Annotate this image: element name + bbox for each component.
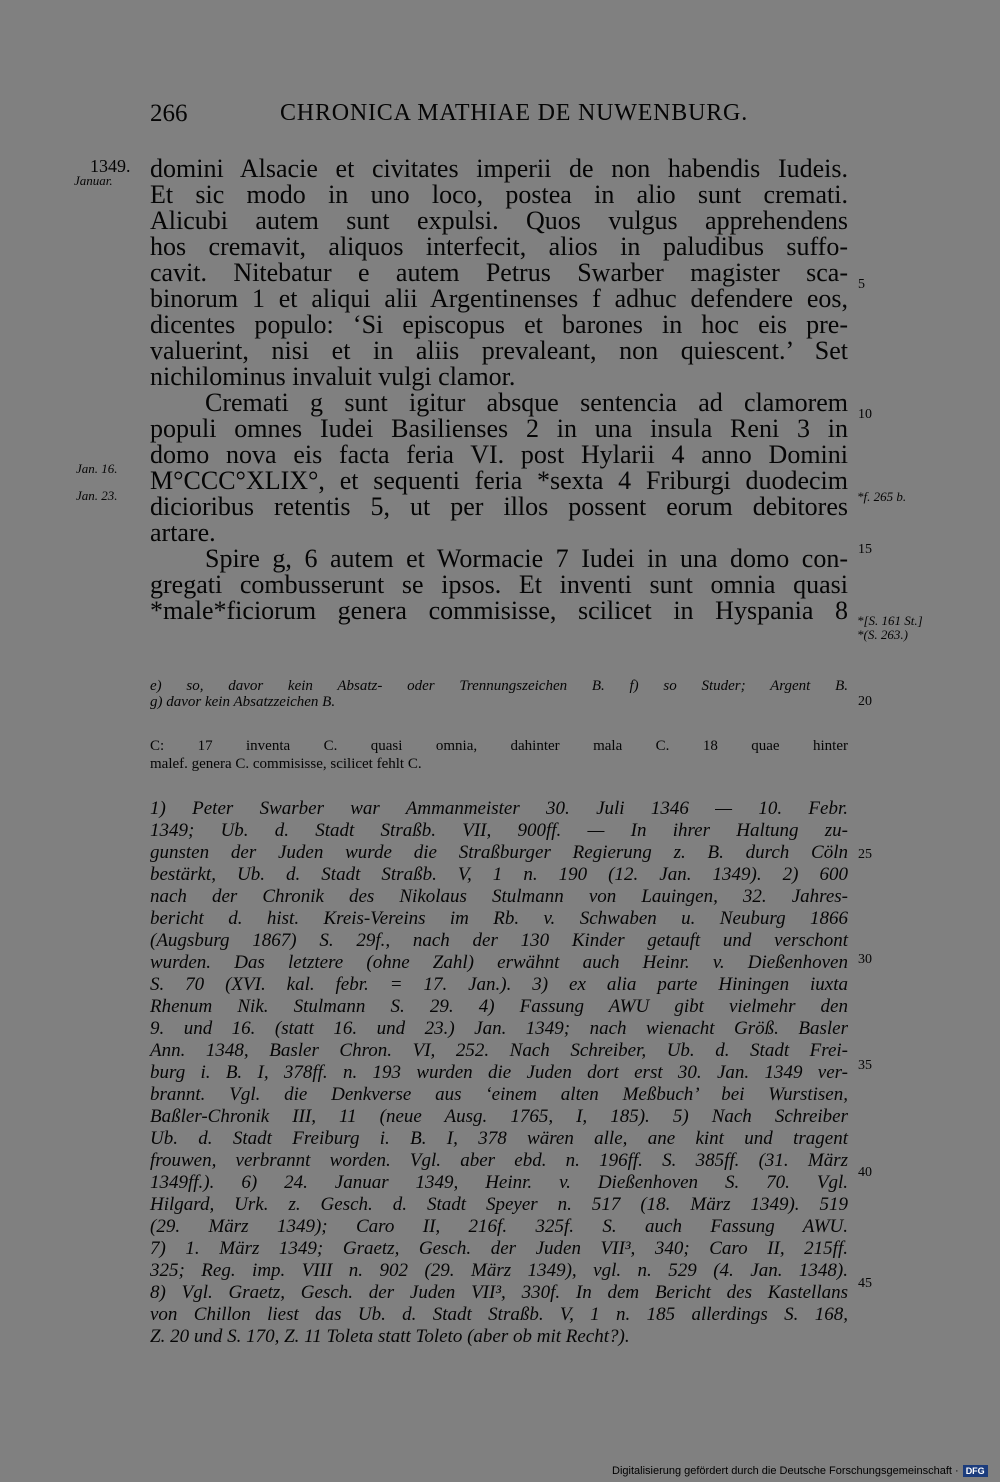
page-number: 266: [150, 100, 188, 127]
footer-text: Digitalisierung gefördert durch die Deutsche Forschungsgemeinschaft ·: [612, 1465, 959, 1477]
running-title: CHRONICA MATHIAE DE NUWENBURG.: [280, 100, 748, 126]
text-line: *male*ficiorum genera commisisse, scilicet in Hyspania 8: [150, 596, 848, 625]
margin-year: 1349.: [90, 156, 131, 176]
digitization-footer: [612, 1465, 988, 1477]
margin-date-jan16: Jan. 16.: [76, 461, 118, 476]
footnote-line: 325; Reg. imp. VIII n. 902 (29. März 1349), vgl. n. 529 (4. Jan. 1348).: [150, 1260, 848, 1281]
ms-note: C: 17 inventa C. quasi omnia, dahinter mala C. 18 quae hinter: [150, 738, 848, 754]
line-number: 35: [858, 1058, 872, 1073]
line-number: 40: [858, 1165, 872, 1180]
footnote-line: burg i. B. I, 378ff. n. 193 wurden die Juden dort erst 30. Jan. 1349 ver-: [150, 1062, 848, 1083]
footnote-line: nach der Chronik des Nikolaus Stulmann von Lauingen, 32. Jahres-: [150, 886, 848, 907]
text-line: Cremati g sunt igitur absque sentencia ad clamorem: [205, 388, 848, 417]
footnote-line: Rhenum Nik. Stulmann S. 29. 4) Fassung AWU gibt vielmehr den: [150, 996, 848, 1017]
text-line: hos cremavit, aliquos interfecit, alios in paludibus suffo-: [150, 232, 848, 261]
footnote-line: (29. März 1349); Caro II, 216f. 325f. S. auch Fassung AWU.: [150, 1216, 848, 1237]
text-line: dicentes populo: ‘Si episcopus et barones in hoc eis pre-: [150, 310, 848, 339]
line-number: 30: [858, 952, 872, 967]
ms-note: malef. genera C. commisisse, scilicet fehlt C.: [150, 756, 422, 772]
footnote-line: 1) Peter Swarber war Ammanmeister 30. Juli 1346 — 10. Febr.: [150, 798, 848, 819]
footnote-line: bestärkt, Ub. d. Stadt Straßb. V, 1 n. 190 (12. Jan. 1349). 2) 600: [150, 864, 848, 885]
text-line: nichilominus invaluit vulgi clamor.: [150, 362, 516, 391]
line-number: 45: [858, 1276, 872, 1291]
footnote-line: 9. und 16. (statt 16. und 23.) Jan. 1349; nach wienacht Größ. Basler: [150, 1018, 848, 1039]
line-number: 25: [858, 847, 872, 862]
text-line: dicioribus retentis 5, ut per illos possent eorum debitores: [150, 492, 848, 521]
line-number: 15: [858, 542, 872, 557]
footnote-line: Z. 20 und S. 170, Z. 11 Toleta statt Toleto (aber ob mit Recht?).: [150, 1326, 630, 1347]
text-line: Spire g, 6 autem et Wormacie 7 Iudei in una domo con-: [205, 544, 848, 573]
text-line: gregati combusserunt se ipsos. Et inventi sunt omnia quasi: [150, 570, 848, 599]
page-header: [150, 100, 850, 140]
margin-month: Januar.: [74, 173, 113, 188]
footnote-line: Baßler-Chronik III, 11 (neue Ausg. 1765, I, 185). 5) Nach Schreiber: [150, 1106, 848, 1127]
variant-note: g) davor kein Absatzzeichen B.: [150, 694, 336, 710]
text-line: binorum 1 et aliqui alii Argentinenses f adhuc defendere eos,: [150, 284, 848, 313]
footnote-line: S. 70 (XVI. kal. febr. = 17. Jan.). 3) ex alia parte Hiningen iuxta: [150, 974, 848, 995]
text-line: Et sic modo in uno loco, postea in alio sunt cremati.: [150, 180, 848, 209]
margin-date-jan23: Jan. 23.: [76, 488, 118, 503]
footnote-line: Ub. d. Stadt Freiburg i. B. I, 378 wären alle, ane kint und tragent: [150, 1128, 848, 1149]
folio-note: *[S. 161 St.]: [857, 613, 923, 628]
footnote-line: 1349ff.). 6) 24. Januar 1349, Heinr. v. Dießenhoven S. 70. Vgl.: [150, 1172, 848, 1193]
text-line: artare.: [150, 518, 216, 547]
text-line: valuerint, nisi et in aliis prevaleant, non quiescent.’ Set: [150, 336, 848, 365]
footnote-line: bericht d. hist. Kreis-Vereins im Rb. v. Schwaben u. Neuburg 1866: [150, 908, 848, 929]
footnote-line: frouwen, verbrannt worden. Vgl. aber ebd. n. 196ff. S. 385ff. (31. März: [150, 1150, 848, 1171]
text-line: Alicubi autem sunt expulsi. Quos vulgus apprehendens: [150, 206, 848, 235]
line-number: 5: [858, 277, 865, 292]
text-line: cavit. Nitebatur e autem Petrus Swarber magister sca-: [150, 258, 848, 287]
text-line: domini Alsacie et civitates imperii de non habendis Iudeis.: [150, 154, 848, 183]
footnote-line: Hilgard, Urk. z. Gesch. d. Stadt Speyer n. 517 (18. März 1349). 519: [150, 1194, 848, 1215]
line-number: 20: [858, 694, 872, 709]
footnote-line: gunsten der Juden wurde die Straßburger Regierung z. B. durch Cöln: [150, 842, 848, 863]
line-number: 10: [858, 407, 872, 422]
folio-note: *f. 265 b.: [857, 489, 907, 504]
variant-note: e) so, davor kein Absatz- oder Trennungszeichen B. f) so Studer; Argent B.: [150, 678, 848, 694]
footnote-line: 8) Vgl. Graetz, Gesch. der Juden VII³, 330f. In dem Bericht des Kastellans: [150, 1282, 848, 1303]
footnote-line: von Chillon liest das Ub. d. Stadt Straßb. V, 1 n. 185 allerdings S. 168,: [150, 1304, 848, 1325]
footnote-line: 1349; Ub. d. Stadt Straßb. VII, 900ff. — In ihrer Haltung zu-: [150, 820, 848, 841]
text-line: populi omnes Iudei Basilienses 2 in una insula Reni 3 in: [150, 414, 848, 443]
folio-note: *(S. 263.): [857, 627, 908, 642]
footnote-line: Ann. 1348, Basler Chron. VI, 252. Nach Schreiber, Ub. d. Stadt Frei-: [150, 1040, 848, 1061]
footnote-line: brannt. Vgl. die Denkverse aus ‘einem alten Meßbuch’ bei Wurstisen,: [150, 1084, 848, 1105]
footnote-line: 7) 1. März 1349; Graetz, Gesch. der Juden VII³, 340; Caro II, 215ff.: [150, 1238, 848, 1259]
text-line: domo nova eis facta feria VI. post Hylarii 4 anno Domini: [150, 440, 848, 469]
footnote-line: wurden. Das letztere (ohne Zahl) erwähnt auch Heinr. v. Dießenhoven: [150, 952, 848, 973]
footnote-line: (Augsburg 1867) S. 29f., nach der 130 Kinder getauft und verschont: [150, 930, 848, 951]
text-line: M°CCC°XLIX°, et sequenti feria *sexta 4 Friburgi duodecim: [150, 466, 848, 495]
dfg-logo: DFG: [963, 1465, 988, 1477]
